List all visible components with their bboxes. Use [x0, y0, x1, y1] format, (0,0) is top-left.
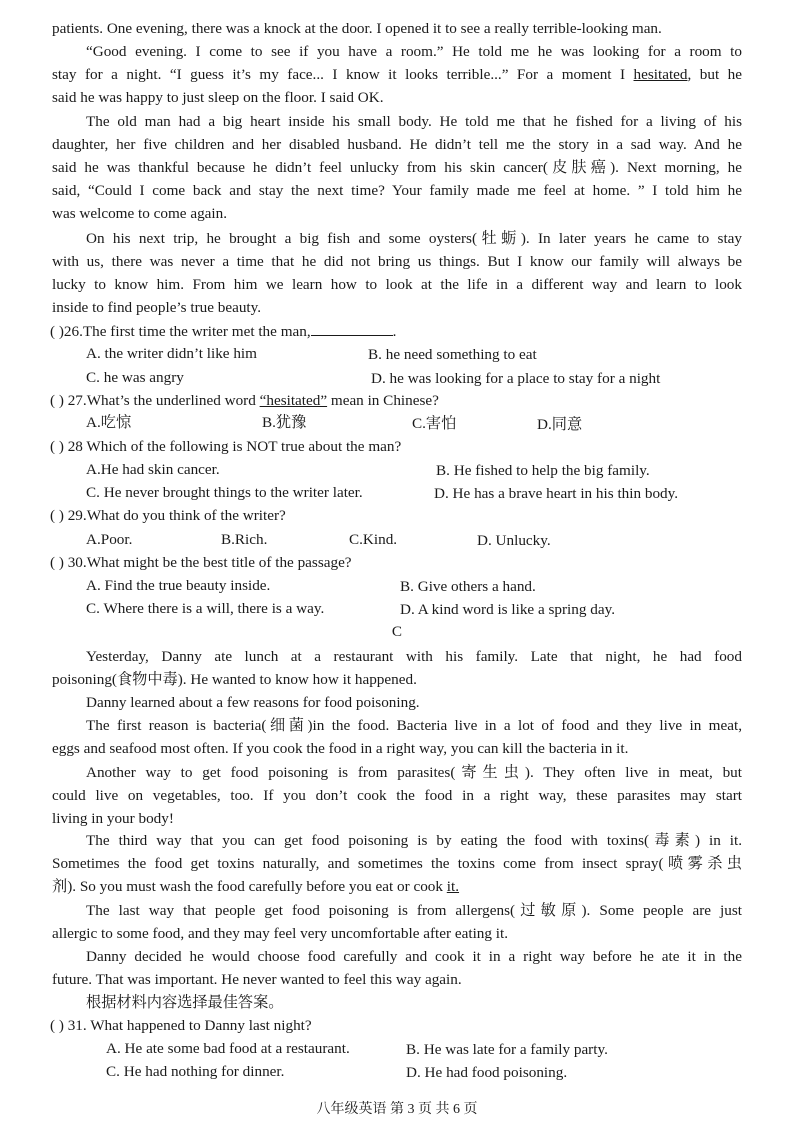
passage-line: Danny decided he would choose food carefully and cook it in a right way before he ate it in the	[86, 948, 742, 965]
option-c: C. He never brought things to the writer later.	[86, 484, 363, 501]
underlined-word: it.	[446, 878, 460, 895]
option-d: D. Unlucky.	[477, 532, 551, 549]
page-footer: 八年级英语 第 3 页 共 6 页	[316, 1102, 478, 1117]
option-b: B. He fished to help the big family.	[436, 462, 650, 479]
question-26: ( )26.The first time the writer met the man, .	[50, 323, 397, 340]
option-d: D. A kind word is like a spring day.	[400, 601, 615, 618]
option-d: D.同意	[537, 416, 583, 433]
option-c: C.害怕	[412, 415, 457, 432]
passage-line	[52, 877, 742, 897]
option-a: A.Poor.	[86, 531, 133, 548]
passage-line: patients. One evening, there was a knock at the door. I opened it to see a really terrible-looking man.	[52, 20, 662, 37]
question-31: ( ) 31. What happened to Danny last night?	[50, 1017, 312, 1034]
passage-line: lucky to know him. From him we learn how to look at the life in a different way and learn to look	[52, 276, 742, 293]
question-29: ( ) 29.What do you think of the writer?	[50, 507, 286, 524]
option-c: C.Kind.	[349, 531, 398, 548]
passage-line: allergic to some food, and they may feel very uncomfortable after eating it.	[52, 925, 509, 942]
option-b: B. He was late for a family party.	[406, 1041, 608, 1058]
option-a: A. He ate some bad food at a restaurant.	[106, 1040, 350, 1057]
option-a: A. the writer didn’t like him	[86, 345, 257, 362]
option-d: D. He has a brave heart in his thin body.	[434, 485, 679, 502]
passage-line: with us, there was never a time that he did not bring us things. But I know our family will always be	[52, 253, 742, 270]
passage-line: future. That was important. He never wanted to feel this way again.	[52, 971, 462, 988]
passage-line: Yesterday, Danny ate lunch at a restaurant with his family. Late that night, he had food	[86, 648, 742, 665]
option-b: B. Give others a hand.	[400, 578, 536, 595]
passage-line: daughter, her five children and her disabled husband. He didn’t tell me the story in a sad way. And he	[52, 136, 742, 153]
passage-line: said, “Could I come back and stay the next time? Your family made me feel at home. ” I told him he	[52, 182, 742, 199]
passage-line: was welcome to come again.	[52, 205, 228, 222]
underlined-word: “hesitated”	[259, 392, 328, 409]
passage-line: On his next trip, he brought a big fish and some oysters(牡蛎). In later years he came to stay	[86, 230, 742, 247]
option-d: D. he was looking for a place to stay for a night	[371, 370, 661, 387]
section-heading: C	[391, 623, 403, 640]
question-27	[50, 391, 439, 411]
passage-line: could live on vegetables, too. If you don’t cook the food in a right way, these parasites may start	[52, 787, 742, 804]
option-a: A. Find the true beauty inside.	[86, 577, 271, 594]
passage-line: said he was thankful because he didn’t feel unlucky from his skin cancer(皮肤癌). Next morning, he	[52, 159, 742, 176]
passage-line: Sometimes the food get toxins naturally, and sometimes the toxins come from insect spray(喷雾杀虫	[52, 855, 742, 872]
option-a: A.吃惊	[86, 414, 132, 431]
text-run: 剂). So you must wash the food carefully before you eat or cook	[52, 878, 447, 895]
passage-line: The last way that people get food poisoning is from allergens(过敏原). Some people are just	[86, 902, 742, 919]
passage-line: The old man had a big heart inside his small body. He told me that he fished for a living of his	[86, 113, 742, 130]
passage-line: Another way to get food poisoning is from parasites(寄生虫). They often live in meat, but	[86, 764, 742, 781]
underlined-word: hesitated	[633, 66, 688, 83]
passage-line: said he was happy to just sleep on the floor. I said OK.	[52, 89, 384, 106]
option-c: C. Where there is a will, there is a way.	[86, 600, 325, 617]
passage-line	[52, 65, 742, 85]
option-a: A.He had skin cancer.	[86, 461, 220, 478]
passage-line: living in your body!	[52, 810, 174, 827]
text-run: , but he	[687, 66, 742, 83]
text-run: stay for a night. “I guess it’s my face... I know it looks terrible...” For a moment I	[52, 66, 634, 83]
passage-line: inside to find people’s true beauty.	[52, 299, 262, 316]
passage-line: The third way that you can get food poisoning is by eating the food with toxins(毒素) in it.	[86, 832, 742, 849]
question-stem: ( ) 27.What’s the underlined word	[50, 392, 260, 409]
question-stem: ( )26.The first time the writer met the man,	[50, 323, 311, 340]
option-b: B.犹豫	[262, 414, 307, 431]
passage-line: poisoning(食物中毒). He wanted to know how it happened.	[52, 671, 417, 688]
option-c: C. he was angry	[86, 369, 184, 386]
option-b: B. he need something to eat	[368, 346, 537, 363]
option-b: B.Rich.	[221, 531, 268, 548]
question-30: ( ) 30.What might be the best title of the passage?	[50, 554, 352, 571]
answer-blank[interactable]	[311, 321, 393, 336]
passage-line: The first reason is bacteria(细菌)in the food. Bacteria live in a lot of food and they live in meat,	[86, 717, 742, 734]
option-d: D. He had food poisoning.	[406, 1064, 568, 1081]
passage-line: eggs and seafood most often. If you cook the food in a right way, you can kill the bacteria in it.	[52, 740, 629, 757]
option-c: C. He had nothing for dinner.	[106, 1063, 285, 1080]
question-28: ( ) 28 Which of the following is NOT true about the man?	[50, 438, 402, 455]
passage-line: “Good evening. I come to see if you have a room.” He told me he was looking for a room to	[86, 43, 742, 60]
instruction: 根据材料内容选择最佳答案。	[86, 994, 284, 1011]
passage-line: Danny learned about a few reasons for food poisoning.	[86, 694, 420, 711]
question-stem: mean in Chinese?	[327, 392, 439, 409]
